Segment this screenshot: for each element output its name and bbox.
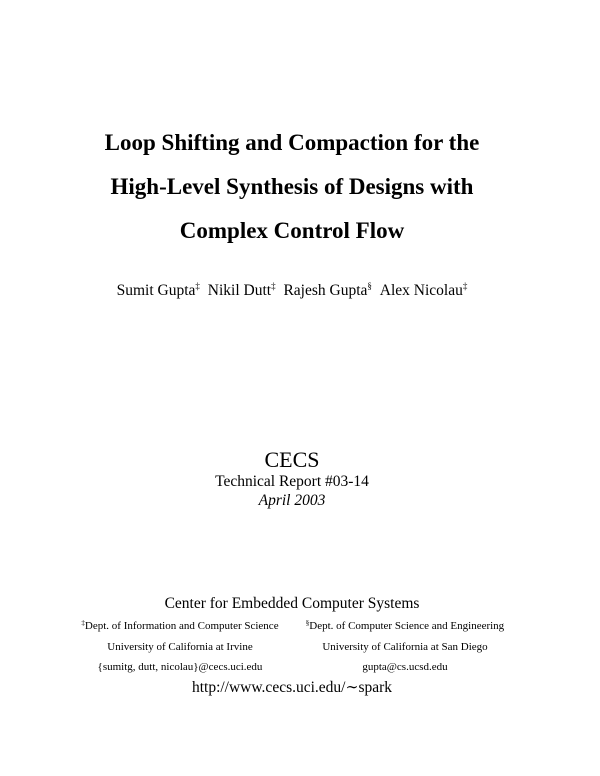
author [117, 282, 200, 299]
affiliation-mark: ‡ [81, 619, 85, 627]
author [208, 282, 276, 299]
title-line-2: High-Level Synthesis of Designs with [110, 174, 474, 199]
report-date: April 2003 [258, 492, 326, 509]
affiliation-mark: § [367, 281, 372, 291]
affiliation-mark: ‡ [195, 281, 200, 291]
report-number: Technical Report #03-14 [215, 473, 369, 490]
author-list [0, 281, 584, 301]
organization-name: CECS [264, 447, 320, 472]
author-name: Sumit Gupta [116, 282, 196, 299]
center-name: Center for Embedded Computer Systems [164, 595, 420, 612]
author [380, 282, 468, 299]
right-dept [295, 619, 515, 633]
affiliation-mark: § [305, 619, 310, 627]
author-name: Alex Nicolau [379, 282, 463, 299]
left-email: {sumitg, dutt, nicolau}@cecs.uci.edu [97, 661, 263, 673]
author [283, 282, 371, 299]
author-name: Nikil Dutt [207, 282, 272, 299]
right-dept-name: Dept. of Computer Science and Engineering [309, 620, 505, 632]
project-url[interactable]: http://www.cecs.uci.edu/∼spark [191, 679, 393, 696]
left-university: University of California at Irvine [107, 641, 253, 653]
left-dept [60, 619, 300, 633]
right-email: gupta@cs.ucsd.edu [362, 661, 448, 673]
left-dept-name: Dept. of Information and Computer Science [84, 620, 279, 632]
affiliation-mark: ‡ [271, 281, 276, 291]
title-line-3: Complex Control Flow [179, 218, 405, 243]
title-line-1: Loop Shifting and Compaction for the [104, 130, 480, 155]
affiliation-mark: ‡ [462, 281, 468, 291]
right-university: University of California at San Diego [322, 641, 488, 653]
author-name: Rajesh Gupta [283, 282, 368, 299]
